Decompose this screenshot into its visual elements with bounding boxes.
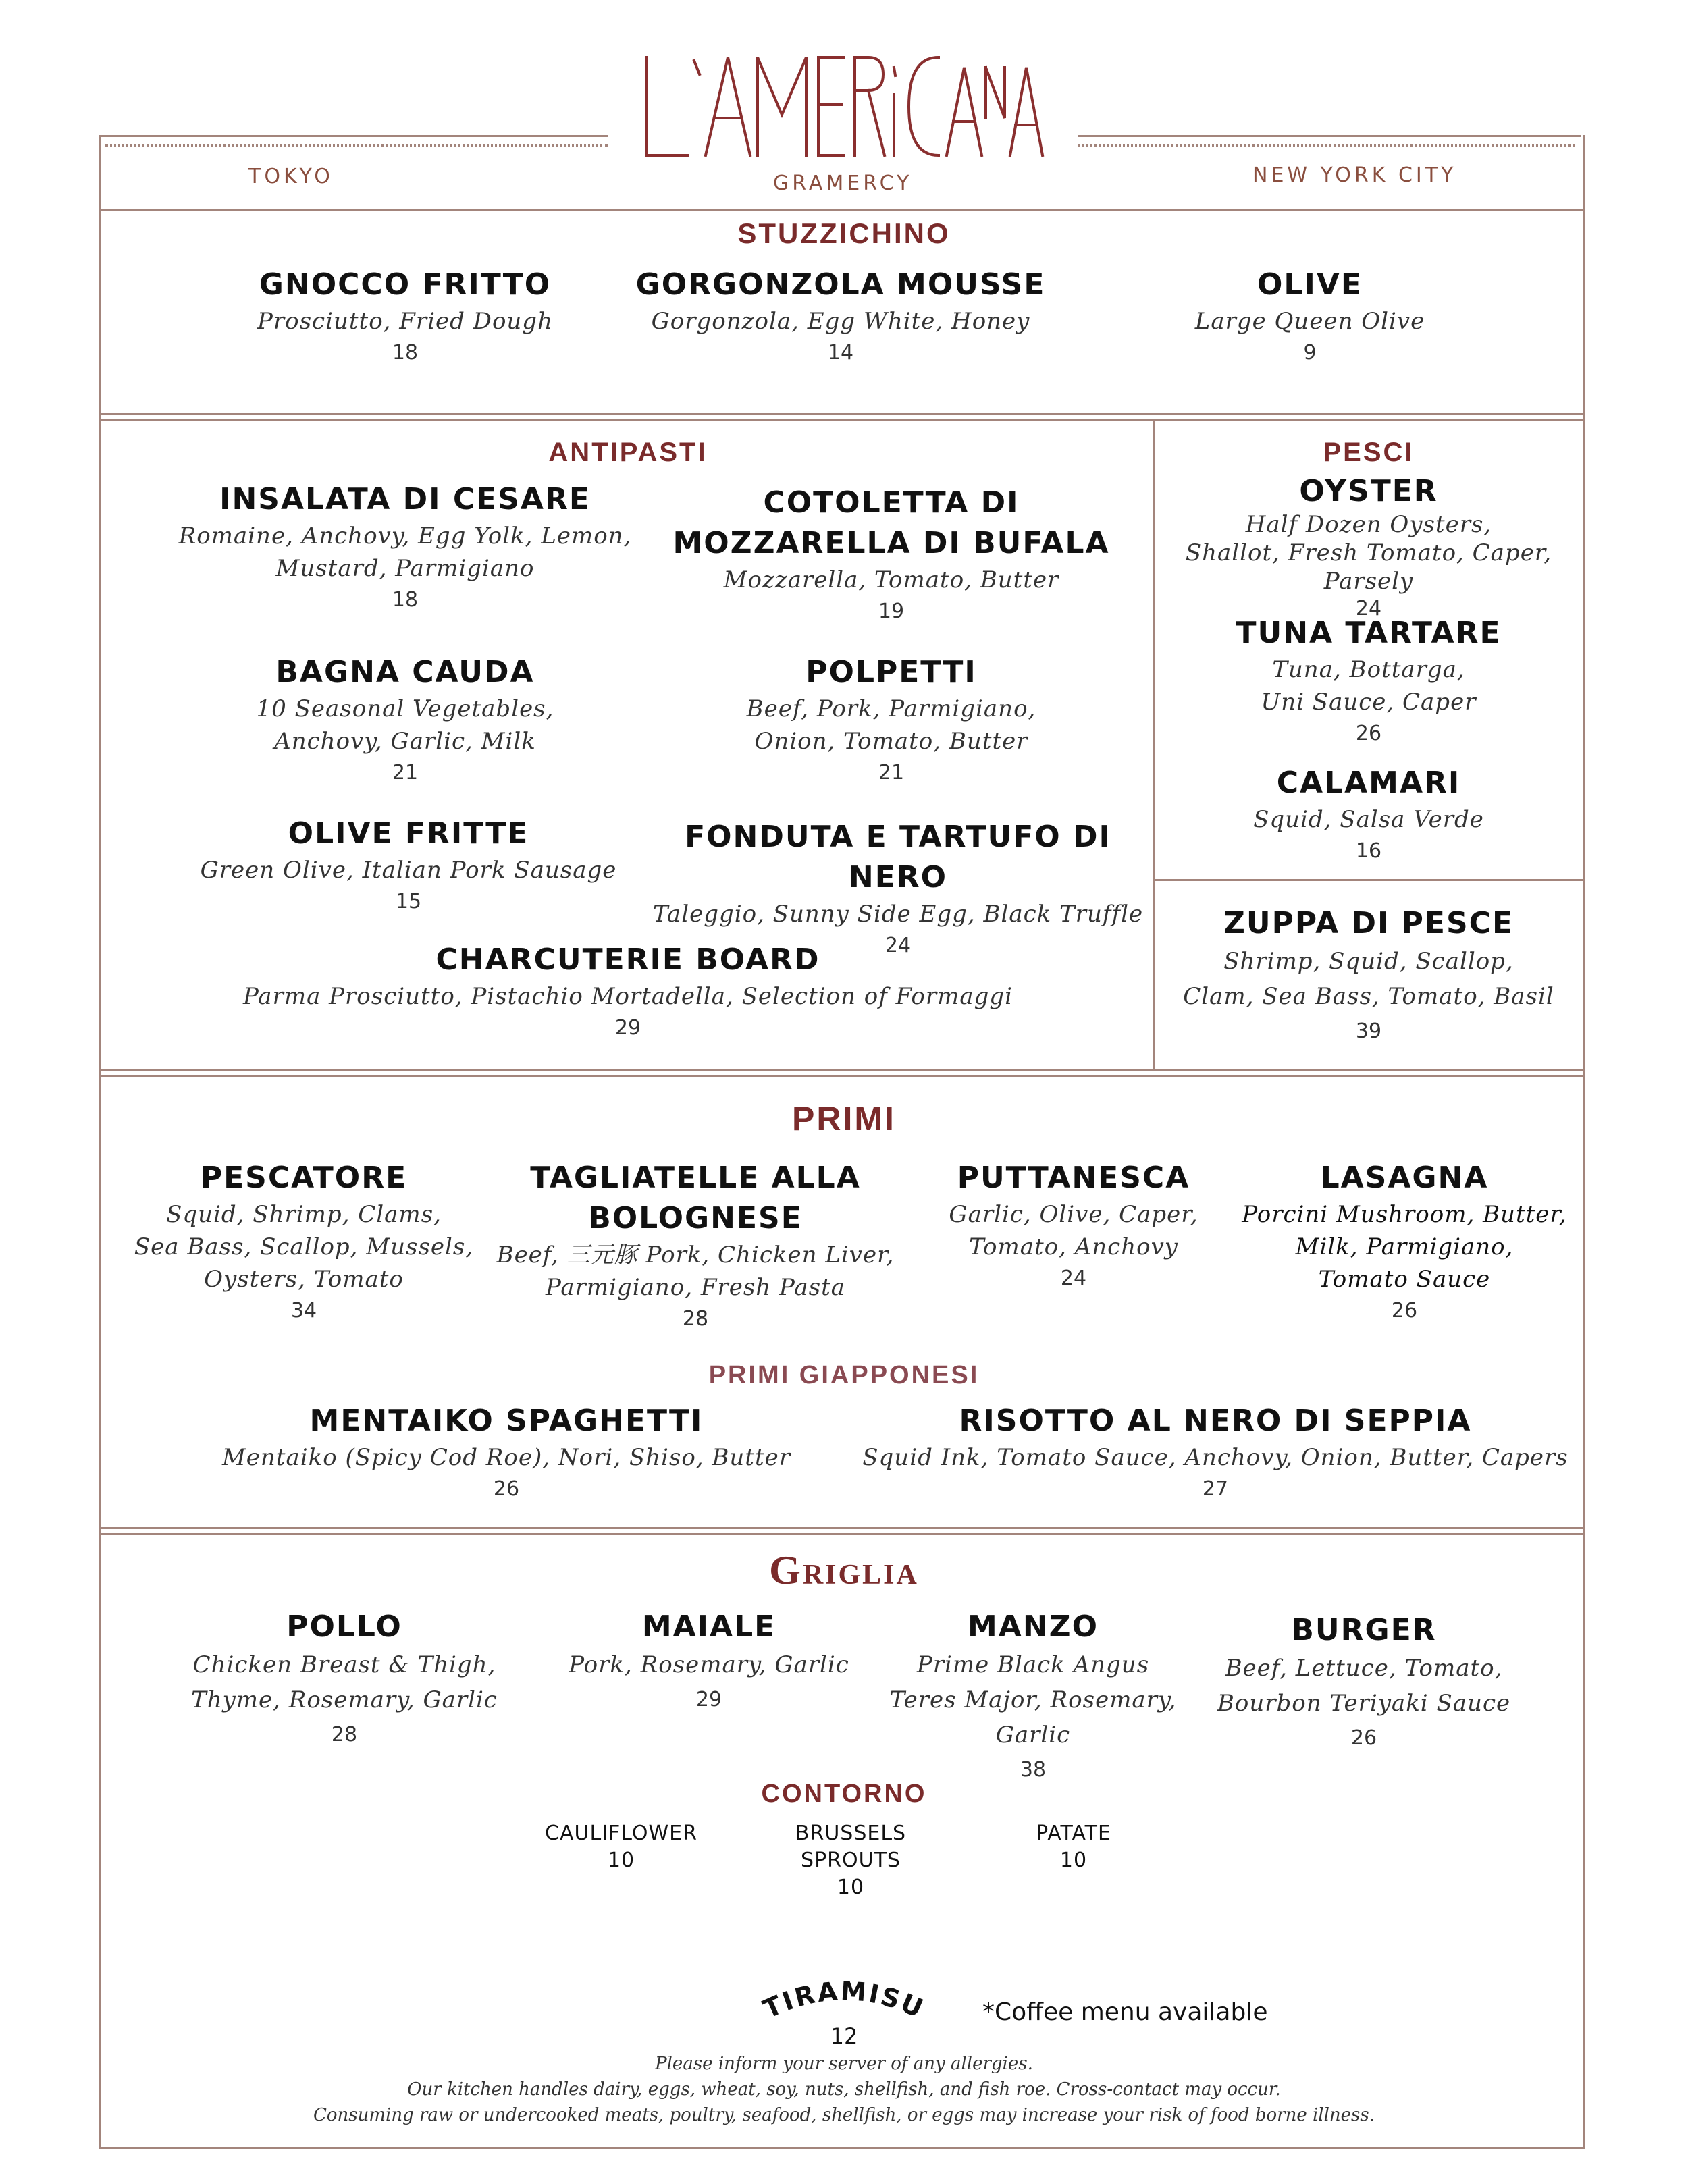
item-price: 24 [885,934,912,957]
dotted-rule-right [1078,144,1575,147]
item-price: 29 [614,1016,641,1040]
divider-primi [99,1527,1583,1535]
item-desc: Parma Prosciutto, Pistachio Mortadella, Selection of Formaggi [242,983,1013,1010]
menu-item-manzo [851,1607,1215,1788]
item-desc-line1: Shrimp, Squid, Scallop, [1223,948,1514,975]
item-desc-line2: Tomato, Anchovy [968,1233,1179,1260]
item-price: 19 [878,600,905,623]
menu-item-gnocco-fritto [203,265,608,369]
item-desc-line1: Prime Black Angus [916,1651,1150,1678]
item-desc-line2: Onion, Tomato, Butter [754,728,1028,755]
item-desc-line1: Tuna, Bottarga, [1272,656,1465,683]
item-desc-line2: Thyme, Rosemary, Garlic [191,1686,498,1713]
dessert-price: 12 [830,2023,858,2049]
location-tokyo: TOKYO [248,165,334,188]
item-price: 28 [682,1307,709,1331]
item-name: PUTTANESCA [957,1161,1190,1195]
item-desc-line1: Romaine, Anchovy, Egg Yolk, Lemon, [178,523,632,550]
pesci-divider-horizontal [1153,879,1583,881]
item-desc-line1: Garlic, Olive, Caper, [949,1201,1198,1228]
item-name: RISOTTO AL NERO DI SEPPIA [959,1404,1472,1438]
item-name: BAGNA CAUDA [275,655,535,689]
item-price: 26 [1355,722,1382,745]
item-price: 21 [392,761,419,784]
item-desc-line2: Clam, Sea Bass, Tomato, Basil [1183,983,1554,1010]
item-name: ZUPPA DI PESCE [1223,906,1514,940]
header-divider [99,209,1583,211]
menu-item-olive-fritte [162,814,655,917]
item-name: OLIVE FRITTE [288,816,529,851]
pesci-divider-vertical [1153,419,1155,1069]
menu-item-zuppa-di-pesce [1156,903,1581,1049]
item-desc-line1: Beef, 三元豚 Pork, Chicken Liver, [496,1242,895,1269]
item-desc: Mozzarella, Tomato, Butter [723,566,1059,593]
menu-item-bagna-cauda [162,652,648,789]
item-price: 18 [392,341,419,365]
item-name: GORGONZOLA MOUSSE [635,267,1046,302]
item-desc: Large Queen Olive [1194,308,1425,335]
item-price: 21 [878,761,905,784]
item-desc: Squid, Salsa Verde [1253,806,1484,833]
item-desc: Pork, Rosemary, Garlic [569,1651,849,1678]
menu-item-puttanesca [905,1158,1242,1294]
item-name: BURGER [1291,1613,1437,1647]
item-desc-line2: Uni Sauce, Caper [1261,689,1477,716]
top-rule-left [99,135,608,137]
item-desc-line1: Half Dozen Oysters, [1245,511,1492,538]
item-desc: Mentaiko (Spicy Cod Roe), Nori, Shiso, Butter [221,1444,791,1471]
item-price: 39 [1355,1019,1382,1043]
menu-item-pescatore [122,1158,486,1327]
item-price: 24 [1355,597,1382,620]
dotted-rule-left [105,144,608,147]
location-gramercy: GRAMERCY [773,171,913,195]
dessert-name-path: TIRAMISU [758,1975,930,2025]
section-title-stuzzichino: STUZZICHINO [737,217,951,249]
item-price: 26 [1350,1726,1377,1750]
item-price: 18 [392,588,419,612]
griglia-initial: G [769,1548,803,1593]
item-price: 34 [290,1299,317,1323]
menu-item-gorgonzola-mousse [587,265,1094,369]
item-price: 9 [1303,341,1317,365]
item-desc-line2: Parmigiano, Fresh Pasta [546,1274,845,1301]
menu-item-mentaiko-spaghetti [203,1401,810,1505]
item-desc-line1: 10 Seasonal Vegetables, [256,695,554,722]
section-title-antipasti: ANTIPASTI [548,437,708,467]
menu-item-cotoletta [648,483,1134,627]
item-name: MANZO [968,1609,1099,1644]
item-price: 29 [695,1688,722,1711]
item-desc-line1: Squid, Shrimp, Clams, [166,1201,442,1228]
note-line2: Our kitchen handles dairy, eggs, wheat, soy, nuts, shellfish, and fish roe. Cross-contact may occur. [407,2079,1281,2100]
menu-item-olive [1107,265,1512,369]
brand-name-text: L'AMERICANA [841,167,847,168]
item-desc-line1: Beef, Lettuce, Tomato, [1225,1655,1503,1682]
item-price: 27 [1202,1477,1229,1501]
menu-item-lasagna [1236,1158,1573,1327]
coffee-note: *Coffee menu available [982,1998,1268,2026]
menu-item-insalata-di-cesare [162,479,648,616]
menu-item-oyster [1156,473,1581,622]
note-line1: Please inform your server of any allergies. [655,2054,1033,2074]
menu-item-charcuterie-board [223,940,1033,1044]
side-price: 10 [607,1848,635,1872]
item-name-line2: MOZZARELLA DI BUFALA [672,526,1110,560]
item-price: 28 [331,1723,358,1747]
item-desc: Prosciutto, Fried Dough [257,308,553,335]
item-desc-line2: Milk, Parmigiano, [1295,1233,1514,1260]
item-desc-line2: Shallot, Fresh Tomato, Caper, Parsely [1185,539,1552,595]
item-price: 26 [1391,1299,1418,1323]
item-desc-line1: Beef, Pork, Parmigiano, [746,695,1036,722]
item-desc: Green Olive, Italian Pork Sausage [200,857,617,884]
item-name: MENTAIKO SPAGHETTI [309,1404,704,1438]
side-name-line1: BRUSSELS [795,1821,907,1845]
section-title-primi-giapponesi: PRIMI GIAPPONESI [708,1361,980,1389]
item-price: 24 [1060,1267,1087,1290]
item-desc: Taleggio, Sunny Side Egg, Black Truffle [652,901,1144,928]
top-rule-right [1078,135,1581,137]
side-name: CAULIFLOWER [545,1821,697,1845]
side-price: 10 [1059,1848,1088,1872]
menu-item-tagliatelle [486,1158,905,1335]
menu-item-maiale [533,1607,885,1717]
side-item-brussels-sprouts [749,1820,952,1901]
item-desc: Gorgonzola, Egg White, Honey [651,308,1030,335]
item-desc-line2: Anchovy, Garlic, Milk [274,728,536,755]
menu-item-pollo [169,1607,520,1753]
dessert-name [759,1976,929,2025]
menu-item-polpetti [648,652,1134,789]
item-name: MAIALE [641,1609,776,1644]
divider-stuzzichino [99,413,1583,421]
divider-antipasti [99,1069,1583,1077]
item-desc-line1: Chicken Breast & Thigh, [192,1651,496,1678]
item-desc-line3: Tomato Sauce [1318,1266,1491,1293]
side-name-line2: SPROUTS [801,1848,901,1872]
item-name-line1: TAGLIATELLE ALLA [530,1161,861,1195]
item-name: LASAGNA [1320,1161,1489,1195]
item-name: CALAMARI [1276,766,1461,800]
item-price: 15 [395,890,422,913]
side-item-patate [972,1820,1175,1874]
item-name: OLIVE [1257,267,1363,302]
location-nyc: NEW YORK CITY [1252,163,1457,187]
item-name: FONDUTA E TARTUFO DI NERO [685,820,1111,895]
section-title-primi: PRIMI [792,1100,896,1138]
menu-item-burger [1195,1610,1533,1756]
item-name: OYSTER [1299,474,1438,508]
item-name: GNOCCO FRITTO [259,267,552,302]
item-desc: Squid Ink, Tomato Sauce, Anchovy, Onion, Butter, Capers [862,1444,1568,1471]
item-name: PESCATORE [200,1161,408,1195]
item-desc-line1: Porcini Mushroom, Butter, [1242,1201,1567,1228]
item-desc-line3: Oysters, Tomato [204,1266,404,1293]
item-price: 16 [1355,839,1382,863]
section-title-pesci: PESCI [1323,437,1415,467]
side-name: PATATE [1036,1821,1111,1845]
allergy-notes [135,2051,1553,2128]
item-desc-line2: Sea Bass, Scallop, Mussels, [134,1233,474,1260]
item-name-line1: COTOLETTA DI [763,485,1020,520]
griglia-rest: RIGLIA [802,1560,919,1591]
menu-item-risotto-al-nero [844,1401,1587,1505]
item-desc-line2: Mustard, Parmigiano [275,555,535,582]
menu-item-tuna-tartare [1156,613,1581,749]
brand-logo [641,47,1047,169]
item-name: INSALATA DI CESARE [219,482,591,516]
item-price: 38 [1020,1758,1047,1782]
item-name: POLPETTI [806,655,977,689]
item-desc-line2: Bourbon Teriyaki Sauce [1217,1690,1511,1717]
section-title-griglia [608,1547,1080,1594]
item-desc-line2: Teres Major, Rosemary, Garlic [889,1686,1177,1749]
item-price: 14 [827,341,854,365]
menu-item-calamari [1156,763,1581,867]
item-name: CHARCUTERIE BOARD [436,942,820,977]
side-item-cauliflower [520,1820,722,1874]
item-name-line2: BOLOGNESE [588,1201,803,1235]
side-price: 10 [837,1875,865,1899]
dessert-tiramisu [743,1961,945,2049]
item-name: TUNA TARTARE [1236,616,1502,650]
section-title-contorno: CONTORNO [761,1780,927,1808]
note-line3: Consuming raw or undercooked meats, poultry, seafood, shellfish, or eggs may increase your risk of food borne illness. [313,2105,1375,2125]
item-name: POLLO [286,1609,402,1644]
item-price: 26 [493,1477,520,1501]
